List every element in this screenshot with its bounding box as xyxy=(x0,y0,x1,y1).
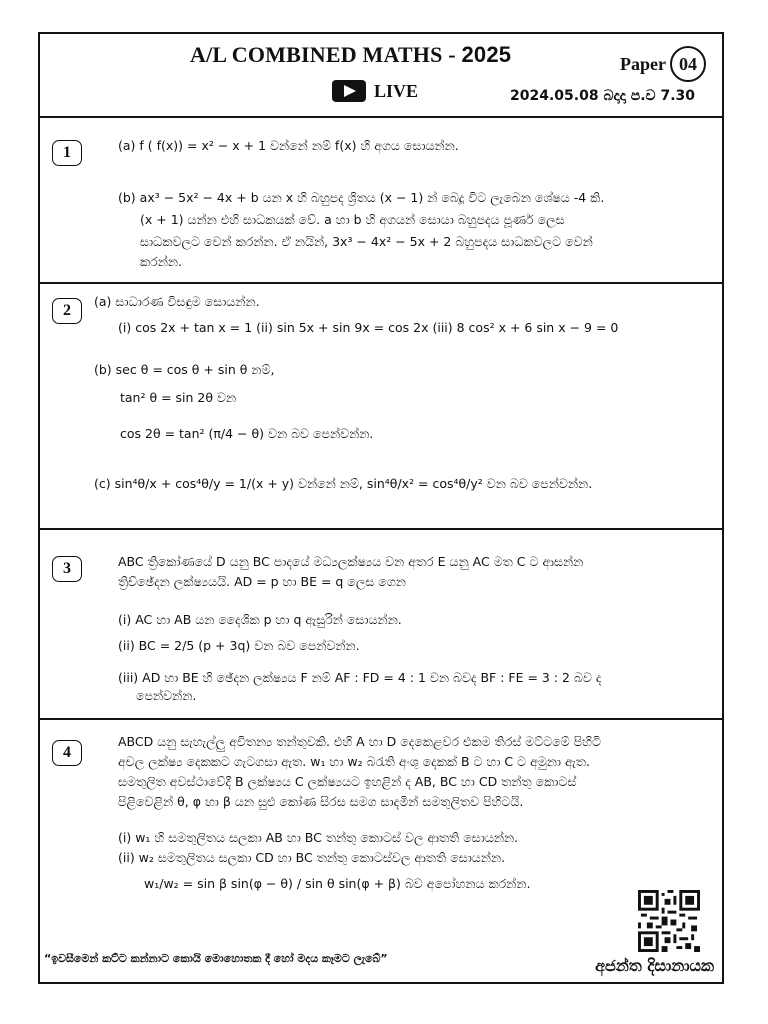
question-number: 2 xyxy=(52,298,82,324)
question-line: පිළිවෙළින් θ, φ හා β යන සුළු කෝණ සිරස සමග සාදමින් සමතුලිතව පිහිටයි. xyxy=(118,794,524,809)
live-badge[interactable] xyxy=(332,80,418,102)
question-line: සමතුලිත අවස්ථාවේදී B ලක්ෂ්‍යය C ලක්ෂ්‍යයට ඉහළින් ද AB, BC හා CD තන්තු කොටස් xyxy=(118,774,577,789)
question-1 xyxy=(40,118,722,284)
question-line: (c) sin⁴θ/x + cos⁴θ/y = 1/(x + y) වන්නේ නම්, sin⁴θ/x² = cos⁴θ/y² වන බව පෙන්වන්න. xyxy=(94,476,593,491)
question-line: සාධකවලට වෙන් කරන්න. ඒ නයින්, 3x³ − 4x² − 5x + 2 බහුපදය සාධකවලට වෙන් xyxy=(140,234,593,249)
question-line: කරන්න. xyxy=(140,254,182,269)
question-line: (iii) AD හා BE හි ඡේදන ලක්ෂ්‍යය F නම් AF : FD = 4 : 1 වන බවද BF : FE = 3 : 2 බව ද xyxy=(118,670,602,685)
question-line: (b) sec θ = cos θ + sin θ නම්, xyxy=(94,362,275,377)
question-line: පෙන්වන්න. xyxy=(136,688,197,703)
author-name: අජන්ත දිසානායක xyxy=(595,956,714,975)
question-line: (ii) BC = 2/5 (p + 3q) වන බව පෙන්වන්න. xyxy=(118,638,360,653)
live-label: LIVE xyxy=(374,80,419,101)
question-line: (i) AC හා AB යන දෛශික p හා q ඇසුරින් සොයන්න. xyxy=(118,612,402,627)
page-frame xyxy=(38,32,724,984)
question-line: (a) සාධාරණ විසඳුම සොයන්න. xyxy=(94,294,260,309)
question-4 xyxy=(40,720,722,946)
question-line: අචල ලක්ෂ්‍ය දෙකකට ගැටගසා ඇත. w₁ හා w₂ බරැති අංශු දෙකක් B ට හා C ට අමුනා ඇත. xyxy=(118,754,590,769)
question-3 xyxy=(40,530,722,720)
question-line: ABC ත්‍රිකෝණයේ D යනු BC පාදයේ මධ්‍යලක්ෂ්‍යය වන අතර E යනු AC මත C ට ආසන්න xyxy=(118,554,584,569)
question-line: w₁/w₂ = sin β sin(φ − θ) / sin θ sin(φ + β) බව අපෝහනය කරන්න. xyxy=(144,876,531,891)
header xyxy=(40,34,722,118)
question-line: (ii) w₂ සමතුලිතය සලකා CD හා BC තන්තු කොටස්වල ආතති සොයන්න. xyxy=(118,850,506,865)
question-number: 4 xyxy=(52,740,82,766)
question-line: cos 2θ = tan² (π/4 − θ) වන බව පෙන්වන්න. xyxy=(120,426,374,441)
question-number: 3 xyxy=(52,556,82,582)
question-line: (i) cos 2x + tan x = 1 (ii) sin 5x + sin 9x = cos 2x (iii) 8 cos² x + 6 sin x − 9 = 0 xyxy=(118,320,619,335)
question-line: (i) w₁ හි සමතුලිතය සලකා AB හා BC තන්තු කොටස් වල ආතති සොයන්න. xyxy=(118,830,519,845)
title-text: A/L COMBINED MATHS - xyxy=(190,42,462,67)
paper-label xyxy=(620,46,706,82)
page-title xyxy=(190,42,511,68)
qr-code-icon[interactable] xyxy=(638,890,700,952)
title-year: 2025 xyxy=(461,42,512,67)
question-line: tan² θ = sin 2θ වන xyxy=(120,390,237,405)
question-line: (b) ax³ − 5x² − 4x + b යන x හි බහුපද ශ්‍රිතය (x − 1) න් බෙදූ විට ලැබෙන ශේෂය -4 කි. xyxy=(118,190,605,205)
footer-quote: “ඉවසීමෙන් කට්ට කන්නාට කොයි මොහොතක දී හෝ මදය කෑමට ලැබේ” xyxy=(44,952,388,965)
date-time: 2024.05.08 බදාදා ප.ව 7.30 xyxy=(510,88,696,104)
question-line: ත්‍රිච්ඡේදන ලක්ෂ්‍යයයි. AD = p හා BE = q ලෙස ගෙන xyxy=(118,574,406,589)
paper-text: Paper xyxy=(620,53,666,74)
question-number: 1 xyxy=(52,140,82,166)
question-line: (x + 1) යන්න එහි සාධකයක් වේ. a හා b හි අගයන් සොයා බහුපදය පූර්ණ ලෙස xyxy=(140,212,565,227)
question-line: (a) f ( f(x)) = x² − x + 1 වන්නේ නම් f(x) හි අගය සොයන්න. xyxy=(118,138,459,153)
play-icon xyxy=(332,80,366,102)
paper-number: 04 xyxy=(670,46,706,82)
question-2 xyxy=(40,284,722,530)
question-line: ABCD යනු සැහැල්ලු අවිතන්‍ය තන්තුවකි. එහි A හා D දෙකෙළවර එකම තිරස් මට්ටමේ පිහිටි xyxy=(118,734,601,749)
